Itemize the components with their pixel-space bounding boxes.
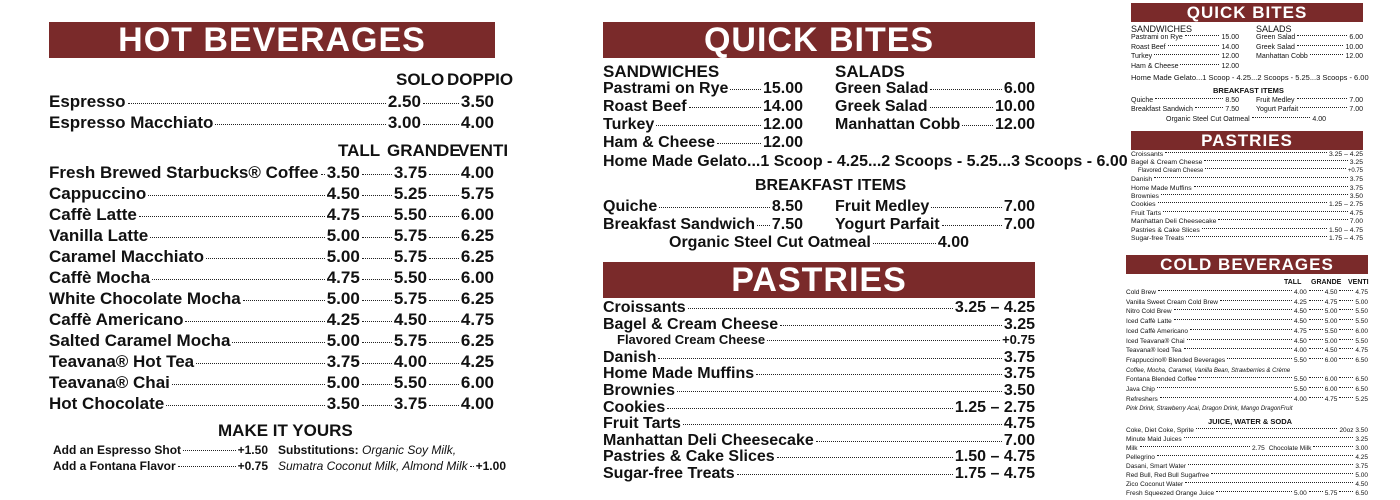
salad-greek-salad: Greek Salad 10.00 (835, 98, 1035, 115)
breakfast-quiche: Quiche 8.50 (603, 198, 803, 215)
hot-row-caramel-macchiato: Caramel Macchiato 5.00 5.75 6.25 (49, 247, 494, 266)
cold-row-iced-caff-americano: Iced Caffè Americano 4.75 5.50 6.00 (1126, 327, 1368, 335)
pastry-sugar-free-treats: Sugar-free Treats 1.75 – 4.75 (603, 465, 1035, 482)
cold-row-nitro-cold-brew: Nitro Cold Brew 4.50 5.00 5.50 (1126, 308, 1368, 316)
side-salad-greek-salad: Greek Salad 10.00 (1256, 43, 1363, 51)
hot-row-caff-americano: Caffè Americano 4.25 4.50 4.75 (49, 310, 494, 329)
side-pastry-brownies: Brownies 3.50 (1131, 193, 1363, 200)
juice-row-zico: Zico Coconut Water 4.50 (1126, 481, 1368, 488)
side-sandwich-turkey: Turkey 12.00 (1131, 53, 1239, 60)
side-oatmeal-row: Organic Steel Cut Oatmeal 4.00 (1166, 116, 1326, 123)
addon-espresso-shot: Add an Espresso Shot +1.50 (53, 443, 268, 457)
hot-row-teavana-hot-tea: Teavana® Hot Tea 3.75 4.00 4.25 (49, 352, 494, 371)
orange-juice-row: Fresh Squeezed Orange Juice 5.00 5.75 6.50 (1126, 490, 1368, 497)
cold-col-grande: GRANDE (1311, 279, 1342, 286)
sandwich-ham-cheese: Ham & Cheese 12.00 (603, 134, 803, 151)
pastry-bagel-cream-cheese: Bagel & Cream Cheese 3.25 (603, 315, 1035, 333)
side-breakfast-quiche: Quiche 8.50 (1131, 97, 1239, 104)
side-pastry-home-made-muffins: Home Made Muffins 3.75 (1131, 184, 1363, 192)
pastry-home-made-muffins: Home Made Muffins 3.75 (603, 365, 1035, 383)
cold-row-iced-caff-latte: Iced Caffè Latte 4.50 5.00 5.50 (1126, 318, 1368, 326)
side-salad-green-salad: Green Salad 6.00 (1256, 34, 1363, 41)
hot-row-teavana-chai: Teavana® Chai 5.00 5.50 6.00 (49, 373, 494, 392)
cold-row-frappuccino-blended-beverages: Frappuccino® Blended Beverages 5.50 6.00 6.50 (1126, 356, 1368, 364)
substitutions: Substitutions: Organic Soy Milk, (278, 443, 457, 457)
side-pastry-flavored-cream-cheese: Flavored Cream Cheese +0.75 (1138, 167, 1363, 174)
pastry-danish: Danish 3.75 (603, 348, 1035, 366)
side-pastry-fruit-tarts: Fruit Tarts 4.75 (1131, 209, 1363, 217)
side-sandwich-pastrami-on-rye: Pastrami on Rye 15.00 (1131, 34, 1239, 41)
salads-heading: SALADS (835, 62, 905, 81)
side-breakfast-yogurt-parfait: Yogurt Parfait 7.00 (1256, 106, 1363, 113)
side-pastry-pastries-cake-slices: Pastries & Cake Slices 1.50 – 4.75 (1131, 226, 1363, 234)
sandwich-roast-beef: Roast Beef 14.00 (603, 98, 803, 115)
hot-row-espresso: Espresso 2.50 3.50 (49, 92, 494, 111)
pastry-fruit-tarts: Fruit Tarts 4.75 (603, 415, 1035, 433)
cold-row-fontana-blended-coffee: Fontana Blended Coffee 5.50 6.00 6.50 (1126, 376, 1368, 383)
side-pastries-banner: PASTRIES (1131, 131, 1363, 150)
quick-bites-banner: QUICK BITES (603, 22, 1035, 58)
hot-row-cappuccino: Cappuccino 4.50 5.25 5.75 (49, 184, 494, 203)
cold-col-venti: VENTI (1348, 279, 1369, 286)
breakfast-yogurt-parfait: Yogurt Parfait 7.00 (835, 216, 1035, 233)
hot-row-fresh-brewed-starbucks-coffee: Fresh Brewed Starbucks® Coffee 3.50 3.75 4.00 (49, 163, 494, 182)
oatmeal-row: Organic Steel Cut Oatmeal 4.00 (669, 234, 969, 251)
col-tall: TALL (338, 141, 381, 160)
refreshers-note: Pink Drink, Strawberry Acai, Dragon Drink, Mango DragonFruit (1126, 406, 1293, 412)
side-breakfast-breakfast-sandwich: Breakfast Sandwich 7.50 (1131, 106, 1239, 113)
juice-heading: JUICE, WATER & SODA (1208, 417, 1293, 426)
juice-row-dasani: Dasani, Smart Water 3.75 (1126, 463, 1368, 470)
salad-manhattan-cobb: Manhattan Cobb 12.00 (835, 116, 1035, 133)
cold-row-refreshers: Refreshers 4.00 4.75 5.25 (1126, 396, 1368, 403)
milk-row: Milk 2.75 Chocolate Milk 3.00 (1126, 445, 1368, 452)
side-pastry-manhattan-deli-cheesecake: Manhattan Deli Cheesecake 7.00 (1131, 218, 1363, 226)
side-gelato-line: Home Made Gelato...1 Scoop - 4.25...2 Scoops - 5.25...3 Scoops - 6.00 (1131, 73, 1369, 82)
side-pastry-bagel-cream-cheese: Bagel & Cream Cheese 3.25 (1131, 159, 1363, 167)
side-pastry-cookies: Cookies 1.25 – 2.75 (1131, 201, 1363, 209)
side-sandwich-roast-beef: Roast Beef 14.00 (1131, 43, 1239, 51)
side-sandwiches-heading: SANDWICHES (1131, 24, 1193, 34)
hot-beverages-banner: HOT BEVERAGES (49, 22, 495, 58)
hot-row-caff-mocha: Caffè Mocha 4.75 5.50 6.00 (49, 268, 494, 287)
sandwich-turkey: Turkey 12.00 (603, 116, 803, 133)
side-salads-heading: SALADS (1256, 24, 1292, 34)
pastry-croissants: Croissants 3.25 – 4.25 (603, 299, 1035, 316)
side-pastry-croissants: Croissants 3.25 – 4.25 (1131, 151, 1363, 158)
cold-beverages-banner: COLD BEVERAGES (1126, 255, 1368, 274)
frap-note: Coffee, Mocha, Caramel, Vanilla Bean, Strawberries & Crème (1126, 368, 1291, 374)
col-solo: SOLO (396, 70, 445, 89)
cold-row-java-chip: Java Chip 5.50 6.00 6.50 (1126, 386, 1368, 393)
col-doppio: DOPPIO (447, 70, 514, 89)
pastry-brownies: Brownies 3.50 (603, 382, 1035, 399)
side-sandwich-ham-cheese: Ham & Cheese 12.00 (1131, 62, 1239, 70)
sandwiches-heading: SANDWICHES (603, 62, 720, 81)
cold-row-teavana-iced-tea: Teavana® Iced Tea 4.00 4.50 4.75 (1126, 347, 1368, 355)
gelato-line: Home Made Gelato...1 Scoop - 4.25...2 Scoops - 5.25...3 Scoops - 6.00 (603, 153, 1128, 170)
cold-row-iced-teavana-chai: Iced Teavana® Chai 4.50 5.00 5.50 (1126, 337, 1368, 345)
side-quick-bites-banner: QUICK BITES (1131, 3, 1363, 22)
side-breakfast-fruit-medley: Fruit Medley 7.00 (1256, 97, 1363, 104)
pastry-pastries-cake-slices: Pastries & Cake Slices 1.50 – 4.75 (603, 448, 1035, 466)
pastries-banner: PASTRIES (603, 262, 1035, 298)
substitutions-line2: Sumatra Coconut Milk, Almond Milk +1.00 (278, 459, 506, 473)
pastry-manhattan-deli-cheesecake: Manhattan Deli Cheesecake 7.00 (603, 431, 1035, 449)
breakfast-fruit-medley: Fruit Medley 7.00 (835, 198, 1035, 215)
juice-row-minute-maid: Minute Maid Juices 3.25 (1126, 436, 1368, 443)
soda-row: Coke, Diet Coke, Sprite 20oz 3.50 (1126, 427, 1368, 434)
side-salad-manhattan-cobb: Manhattan Cobb 12.00 (1256, 53, 1363, 60)
side-breakfast-heading: BREAKFAST ITEMS (1213, 86, 1284, 95)
cold-row-cold-brew: Cold Brew 4.00 4.50 4.75 (1126, 289, 1368, 296)
hot-row-vanilla-latte: Vanilla Latte 5.00 5.75 6.25 (49, 226, 494, 245)
side-pastry-sugar-free-treats: Sugar-free Treats 1.75 – 4.75 (1131, 235, 1363, 242)
hot-row-hot-chocolate: Hot Chocolate 3.50 3.75 4.00 (49, 394, 494, 413)
cold-row-vanilla-sweet-cream-cold-brew: Vanilla Sweet Cream Cold Brew 4.25 4.75 5.00 (1126, 298, 1368, 306)
breakfast-breakfast-sandwich: Breakfast Sandwich 7.50 (603, 216, 803, 233)
pastry-cookies: Cookies 1.25 – 2.75 (603, 398, 1035, 416)
col-grande: GRANDE (387, 141, 461, 160)
sandwich-pastrami-on-rye: Pastrami on Rye 15.00 (603, 80, 803, 97)
addon-fontana-flavor: Add a Fontana Flavor +0.75 (53, 459, 268, 473)
hot-row-salted-caramel-mocha: Salted Caramel Mocha 5.00 5.75 6.25 (49, 331, 494, 350)
hot-row-espresso-macchiato: Espresso Macchiato 3.00 4.00 (49, 113, 494, 132)
pastry-flavored-cream-cheese: Flavored Cream Cheese +0.75 (617, 332, 1035, 348)
salad-green-salad: Green Salad 6.00 (835, 80, 1035, 97)
hot-row-caff-latte: Caffè Latte 4.75 5.50 6.00 (49, 205, 494, 224)
side-pastry-danish: Danish 3.75 (1131, 176, 1363, 184)
col-venti: VENTI (458, 141, 509, 160)
hot-row-white-chocolate-mocha: White Chocolate Mocha 5.00 5.75 6.25 (49, 289, 494, 308)
cold-col-tall: TALL (1284, 279, 1302, 286)
juice-row-pellegrino: Pellegrino 4.25 (1126, 454, 1368, 461)
breakfast-heading: BREAKFAST ITEMS (755, 177, 907, 194)
juice-row-red-bull: Red Bull, Red Bull Sugarfree 5.00 (1126, 472, 1368, 479)
make-it-yours-heading: MAKE IT YOURS (218, 421, 353, 440)
